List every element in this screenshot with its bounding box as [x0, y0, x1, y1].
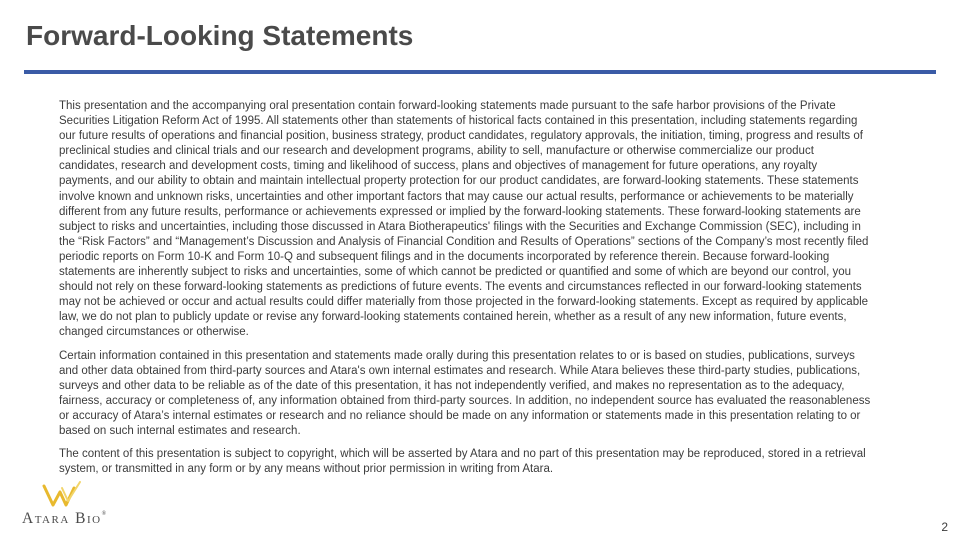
paragraph-forward-looking: This presentation and the accompanying oral presentation contain forward-looking statements made pursuant to the safe harbor provisions of the Private Securities Litigation Reform Act of 1995. All statements other than statements of historical facts contained in this presentation, including statements regarding our future results of operations and financial position, business strategy, product candidates, regulatory approvals, the initiation, timing, progress and results of preclinical studies and clinical trials and our research and development programs, ability to sell, manufacture or otherwise commercialize our product candidates, research and development costs, timing and likelihood of success, plans and objectives of management for future operations, any royalty payments, and our ability to obtain and maintain intellectual property protection for our product candidates, are forward-looking statements. These statements involve known and unknown risks, uncertainties and other important factors that may cause our actual results, performance or achievements to be materially different from any future results, performance or achievements expressed or implied by the forward-looking statements. These forward-looking statements are subject to risks and uncertainties, including those discussed in Atara Biotherapeutics' filings with the Securities and Exchange Commission (SEC), including in the “Risk Factors” and “Management’s Discussion and Analysis of Financial Condition and Results of Operations” sections of the Company’s most recently filed periodic reports on Form 10-K and Form 10-Q and subsequent filings and in the documents incorporated by reference therein. Because forward-looking statements are inherently subject to risks and uncertainties, some of which cannot be predicted or quantified and some of which are beyond our control, you should not rely on these forward-looking statements as predictions of future events. The events and circumstances reflected in our forward-looking statements may not be achieved or occur and actual results could differ materially from those projected in the forward-looking statements. Except as required by applicable law, we do not plan to publicly update or revise any forward-looking statements contained herein, whether as a result of any new information, future events, changed circumstances or otherwise.	[59, 100, 869, 339]
page-number: 2	[941, 520, 948, 534]
title-divider	[24, 70, 936, 74]
disclaimer-body	[59, 99, 871, 485]
paragraph-third-party-data: Certain information contained in this presentation and statements made orally during this presentation relates to or is based on studies, publications, surveys and other data obtained from third-party sources and Atara's own internal estimates and research. While Atara believes these third-party studies, publications, surveys and other data to be reliable as of the date of this presentation, it has not independently verified, and makes no representation as to the adequacy, fairness, accuracy or completeness of, any information obtained from third-party sources. In addition, no independent source has evaluated the reasonableness or accuracy of Atara’s internal estimates or research and no reliance should be made on any information or statements made in this presentation relating to or based on such internal estimates and research.	[59, 349, 871, 437]
logo-text: Atara Bio	[22, 510, 102, 527]
company-logo	[22, 476, 132, 528]
logo-wordmark	[22, 510, 106, 528]
registered-mark: ®	[101, 511, 107, 517]
crown-icon	[22, 476, 132, 510]
slide-title: Forward-Looking Statements	[26, 20, 414, 51]
paragraph-copyright: The content of this presentation is subject to copyright, which will be asserted by Atara and no part of this presentation may be reproduced, stored in a retrieval system, or transmitted in any form or by any means without prior permission in writing from Atara.	[59, 448, 866, 476]
